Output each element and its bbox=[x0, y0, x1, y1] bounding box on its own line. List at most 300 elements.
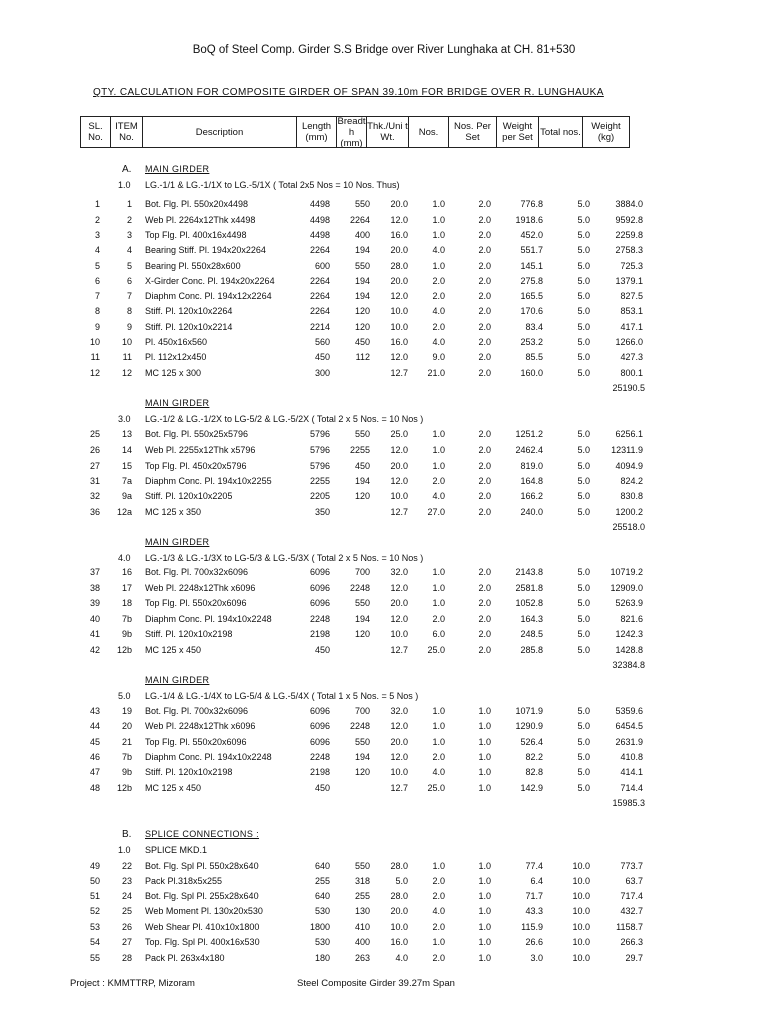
table-row bbox=[0, 245, 768, 260]
subsection-description: LG.-1/4 & LG.-1/4X to LG-5/4 & LG.-5/4X ( Total 1 x 5 Nos. = 5 Nos ) bbox=[145, 691, 419, 701]
description: Stiff. Pl. 120x10x2198 bbox=[145, 629, 233, 639]
nos-per-set: 2.0 bbox=[478, 261, 491, 271]
total-nos: 5.0 bbox=[577, 629, 590, 639]
subsection-description: LG.-1/3 & LG.-1/3X to LG-5/3 & LG.-5/3X ( Total 2 x 5 Nos. = 10 Nos ) bbox=[145, 553, 424, 563]
weight-per-set: 2462.4 bbox=[515, 445, 543, 455]
nos-per-set: 1.0 bbox=[478, 783, 491, 793]
weight-per-set: 526.4 bbox=[520, 737, 543, 747]
item-number: 22 bbox=[121, 861, 132, 871]
length: 450 bbox=[314, 645, 330, 655]
total-nos: 10.0 bbox=[572, 922, 590, 932]
total-nos: 10.0 bbox=[572, 861, 590, 871]
nos-per-set: 1.0 bbox=[478, 767, 491, 777]
item-number: 23 bbox=[121, 876, 132, 886]
sl-number: 36 bbox=[89, 507, 100, 517]
weight: 6454.5 bbox=[615, 721, 643, 731]
nos: 2.0 bbox=[432, 876, 445, 886]
weight: 1379.1 bbox=[615, 276, 643, 286]
description: Bot. Flg. Pl. 550x20x4498 bbox=[145, 199, 249, 209]
description: Bearing Stiff. Pl. 194x20x2264 bbox=[145, 245, 266, 255]
subsection-description: SPLICE MKD.1 bbox=[145, 845, 208, 855]
item-number: 12b bbox=[116, 783, 132, 793]
sl-number: 42 bbox=[89, 645, 100, 655]
weight: 725.3 bbox=[620, 261, 643, 271]
weight: 830.8 bbox=[620, 491, 643, 501]
section-title-row bbox=[0, 829, 768, 844]
thickness: 16.0 bbox=[390, 337, 408, 347]
breadth: 194 bbox=[354, 752, 370, 762]
description: Top Flg. Pl. 550x20x6096 bbox=[145, 598, 247, 608]
length: 2214 bbox=[309, 322, 330, 332]
subsection-description: LG.-1/1 & LG.-1/1X to LG.-5/1X ( Total 2x5 Nos = 10 Nos. Thus) bbox=[145, 180, 400, 190]
nos-per-set: 1.0 bbox=[478, 721, 491, 731]
nos-per-set: 2.0 bbox=[478, 199, 491, 209]
length: 2264 bbox=[309, 276, 330, 286]
sl-number: 3 bbox=[94, 230, 100, 240]
nos: 4.0 bbox=[432, 245, 445, 255]
total-nos: 5.0 bbox=[577, 476, 590, 486]
breadth: 194 bbox=[354, 276, 370, 286]
nos-per-set: 2.0 bbox=[478, 245, 491, 255]
weight: 414.1 bbox=[620, 767, 643, 777]
footer-project: Project : KMMTTRP, Mizoram bbox=[70, 978, 195, 989]
thickness: 10.0 bbox=[390, 767, 408, 777]
nos: 1.0 bbox=[432, 445, 445, 455]
length: 255 bbox=[314, 876, 330, 886]
thickness: 12.0 bbox=[390, 352, 408, 362]
sl-number: 39 bbox=[89, 598, 100, 608]
nos: 1.0 bbox=[432, 861, 445, 871]
item-number: 6 bbox=[126, 276, 132, 286]
total-nos: 10.0 bbox=[572, 891, 590, 901]
thickness: 12.7 bbox=[390, 645, 408, 655]
item-number: 7a bbox=[121, 476, 132, 486]
thickness: 28.0 bbox=[390, 261, 408, 271]
nos: 2.0 bbox=[432, 891, 445, 901]
nos: 1.0 bbox=[432, 261, 445, 271]
table-row bbox=[0, 645, 768, 660]
breadth: 263 bbox=[354, 953, 370, 963]
nos-per-set: 2.0 bbox=[478, 291, 491, 301]
thickness: 10.0 bbox=[390, 629, 408, 639]
thickness: 5.0 bbox=[395, 876, 408, 886]
total-nos: 5.0 bbox=[577, 352, 590, 362]
table-row bbox=[0, 352, 768, 367]
breadth: 450 bbox=[354, 461, 370, 471]
table-row bbox=[0, 476, 768, 491]
section-letter: B. bbox=[122, 829, 132, 840]
description: MC 125 x 300 bbox=[145, 368, 202, 378]
weight-per-set: 275.8 bbox=[520, 276, 543, 286]
table-row bbox=[0, 783, 768, 798]
weight-per-set: 142.9 bbox=[520, 783, 543, 793]
section-title: MAIN GIRDER bbox=[145, 675, 210, 685]
length: 2248 bbox=[309, 614, 330, 624]
weight: 821.6 bbox=[620, 614, 643, 624]
description: Bot. Flg. Spl Pl. 550x28x640 bbox=[145, 861, 259, 871]
thickness: 12.0 bbox=[390, 445, 408, 455]
weight: 773.7 bbox=[620, 861, 643, 871]
description: Top Flg. Pl. 450x20x5796 bbox=[145, 461, 247, 471]
nos: 6.0 bbox=[432, 629, 445, 639]
section-total: 25190.5 bbox=[612, 383, 645, 393]
subsection-number: 1.0 bbox=[118, 180, 131, 190]
total-nos: 5.0 bbox=[577, 276, 590, 286]
item-number: 7b bbox=[121, 614, 132, 624]
breadth: 550 bbox=[354, 737, 370, 747]
sl-number: 8 bbox=[94, 306, 100, 316]
item-number: 8 bbox=[126, 306, 132, 316]
nos-per-set: 2.0 bbox=[478, 276, 491, 286]
length: 2198 bbox=[309, 767, 330, 777]
thickness: 16.0 bbox=[390, 230, 408, 240]
nos-per-set: 1.0 bbox=[478, 922, 491, 932]
total-nos: 5.0 bbox=[577, 337, 590, 347]
thickness: 12.0 bbox=[390, 476, 408, 486]
subsection-row bbox=[0, 845, 768, 860]
nos: 1.0 bbox=[432, 721, 445, 731]
table-row bbox=[0, 937, 768, 952]
total-nos: 10.0 bbox=[572, 937, 590, 947]
nos: 9.0 bbox=[432, 352, 445, 362]
weight-per-set: 6.4 bbox=[530, 876, 543, 886]
section-total-row bbox=[0, 660, 768, 675]
weight: 12909.0 bbox=[610, 583, 643, 593]
section-title: MAIN GIRDER bbox=[145, 537, 210, 547]
section-title: MAIN GIRDER bbox=[145, 164, 210, 174]
total-nos: 5.0 bbox=[577, 783, 590, 793]
description: Diaphm Conc. Pl. 194x10x2248 bbox=[145, 752, 272, 762]
nos: 1.0 bbox=[432, 598, 445, 608]
item-number: 10 bbox=[121, 337, 132, 347]
total-nos: 5.0 bbox=[577, 215, 590, 225]
length: 2255 bbox=[309, 476, 330, 486]
length: 2205 bbox=[309, 491, 330, 501]
nos-per-set: 1.0 bbox=[478, 737, 491, 747]
sl-number: 26 bbox=[89, 445, 100, 455]
table-row bbox=[0, 461, 768, 476]
table-row bbox=[0, 598, 768, 613]
subsection-number: 4.0 bbox=[118, 553, 131, 563]
sl-number: 49 bbox=[89, 861, 100, 871]
total-nos: 5.0 bbox=[577, 507, 590, 517]
section-title-row bbox=[0, 537, 768, 552]
description: Top Flg. Pl. 550x20x6096 bbox=[145, 737, 247, 747]
weight-per-set: 83.4 bbox=[525, 322, 543, 332]
item-number: 15 bbox=[121, 461, 132, 471]
weight: 9592.8 bbox=[615, 215, 643, 225]
nos: 1.0 bbox=[432, 215, 445, 225]
description: Pl. 112x12x450 bbox=[145, 352, 207, 362]
weight-per-set: 1918.6 bbox=[515, 215, 543, 225]
sl-number: 40 bbox=[89, 614, 100, 624]
length: 530 bbox=[314, 906, 330, 916]
length: 1800 bbox=[309, 922, 330, 932]
table-row bbox=[0, 445, 768, 460]
header-length: Length (mm) bbox=[297, 117, 337, 147]
section-title-row bbox=[0, 398, 768, 413]
nos: 1.0 bbox=[432, 230, 445, 240]
table-row bbox=[0, 567, 768, 582]
sl-number: 25 bbox=[89, 429, 100, 439]
section-total-row bbox=[0, 383, 768, 398]
header-sl: SL. No. bbox=[81, 117, 111, 147]
table-header bbox=[80, 116, 630, 148]
weight-per-set: 43.3 bbox=[525, 906, 543, 916]
weight: 266.3 bbox=[620, 937, 643, 947]
nos: 1.0 bbox=[432, 937, 445, 947]
total-nos: 5.0 bbox=[577, 645, 590, 655]
item-number: 12a bbox=[116, 507, 132, 517]
subsection-number: 1.0 bbox=[118, 845, 131, 855]
nos: 1.0 bbox=[432, 583, 445, 593]
section-title-row bbox=[0, 675, 768, 690]
nos: 27.0 bbox=[427, 507, 445, 517]
breadth: 112 bbox=[355, 352, 370, 362]
weight-per-set: 1251.2 bbox=[515, 429, 543, 439]
weight: 1428.8 bbox=[615, 645, 643, 655]
breadth: 2264 bbox=[349, 215, 370, 225]
weight-per-set: 166.2 bbox=[520, 491, 543, 501]
total-nos: 5.0 bbox=[577, 461, 590, 471]
nos-per-set: 2.0 bbox=[478, 645, 491, 655]
section-total: 32384.8 bbox=[612, 660, 645, 670]
weight: 1200.2 bbox=[615, 507, 643, 517]
thickness: 28.0 bbox=[390, 891, 408, 901]
weight: 6256.1 bbox=[615, 429, 643, 439]
breadth: 2248 bbox=[349, 583, 370, 593]
nos: 2.0 bbox=[432, 752, 445, 762]
weight: 827.5 bbox=[620, 291, 643, 301]
thickness: 20.0 bbox=[390, 245, 408, 255]
nos: 4.0 bbox=[432, 306, 445, 316]
table-row bbox=[0, 215, 768, 230]
weight: 5263.9 bbox=[615, 598, 643, 608]
section-title: SPLICE CONNECTIONS : bbox=[145, 829, 260, 839]
nos: 1.0 bbox=[432, 429, 445, 439]
item-number: 21 bbox=[121, 737, 132, 747]
total-nos: 5.0 bbox=[577, 445, 590, 455]
section-total-row bbox=[0, 798, 768, 813]
item-number: 9 bbox=[126, 322, 132, 332]
item-number: 7 bbox=[126, 291, 132, 301]
length: 180 bbox=[314, 953, 330, 963]
table-row bbox=[0, 322, 768, 337]
description: Web Pl. 2264x12Thk x4498 bbox=[145, 215, 256, 225]
breadth: 550 bbox=[354, 261, 370, 271]
weight-per-set: 71.7 bbox=[525, 891, 543, 901]
table-row bbox=[0, 583, 768, 598]
description: Web Moment Pl. 130x20x530 bbox=[145, 906, 263, 916]
nos: 1.0 bbox=[432, 567, 445, 577]
table-row bbox=[0, 368, 768, 383]
description: Diaphm Conc. Pl. 194x10x2248 bbox=[145, 614, 272, 624]
total-nos: 10.0 bbox=[572, 953, 590, 963]
nos-per-set: 2.0 bbox=[478, 614, 491, 624]
weight-per-set: 253.2 bbox=[520, 337, 543, 347]
weight: 714.4 bbox=[620, 783, 643, 793]
length: 2248 bbox=[309, 752, 330, 762]
thickness: 12.0 bbox=[390, 614, 408, 624]
table-row bbox=[0, 306, 768, 321]
table-row bbox=[0, 891, 768, 906]
nos: 4.0 bbox=[432, 491, 445, 501]
thickness: 10.0 bbox=[390, 491, 408, 501]
item-number: 19 bbox=[121, 706, 132, 716]
nos: 2.0 bbox=[432, 291, 445, 301]
item-number: 1 bbox=[126, 199, 132, 209]
section-letter: A. bbox=[122, 164, 132, 175]
nos-per-set: 2.0 bbox=[478, 476, 491, 486]
weight: 2631.9 bbox=[615, 737, 643, 747]
subsection-number: 5.0 bbox=[118, 691, 131, 701]
thickness: 20.0 bbox=[390, 598, 408, 608]
description: Stiff. Pl. 120x10x2264 bbox=[145, 306, 233, 316]
length: 530 bbox=[314, 937, 330, 947]
nos-per-set: 2.0 bbox=[478, 215, 491, 225]
total-nos: 5.0 bbox=[577, 322, 590, 332]
total-nos: 5.0 bbox=[577, 306, 590, 316]
total-nos: 5.0 bbox=[577, 199, 590, 209]
item-number: 9b bbox=[121, 629, 132, 639]
total-nos: 5.0 bbox=[577, 583, 590, 593]
document-subtitle: QTY. CALCULATION FOR COMPOSITE GIRDER OF SPAN 39.10m FOR BRIDGE OVER R. LUNGHAUKA bbox=[93, 87, 604, 98]
description: Bot. Flg. Pl. 700x32x6096 bbox=[145, 706, 249, 716]
description: MC 125 x 350 bbox=[145, 507, 202, 517]
table-row bbox=[0, 291, 768, 306]
weight: 12311.9 bbox=[611, 445, 643, 455]
thickness: 10.0 bbox=[390, 922, 408, 932]
thickness: 16.0 bbox=[390, 937, 408, 947]
table-row bbox=[0, 276, 768, 291]
length: 4498 bbox=[309, 215, 330, 225]
item-number: 3 bbox=[126, 230, 132, 240]
weight-per-set: 1052.8 bbox=[515, 598, 543, 608]
total-nos: 5.0 bbox=[577, 429, 590, 439]
length: 4498 bbox=[309, 199, 330, 209]
subsection-row bbox=[0, 553, 768, 568]
total-nos: 10.0 bbox=[572, 876, 590, 886]
thickness: 10.0 bbox=[390, 322, 408, 332]
weight: 10719.2 bbox=[610, 567, 643, 577]
total-nos: 5.0 bbox=[577, 245, 590, 255]
thickness: 12.7 bbox=[390, 507, 408, 517]
breadth: 550 bbox=[354, 598, 370, 608]
description: Web Pl. 2248x12Thk x6096 bbox=[145, 721, 256, 731]
table-row bbox=[0, 491, 768, 506]
nos-per-set: 1.0 bbox=[478, 706, 491, 716]
header-thk: Thk./Uni t Wt. bbox=[367, 117, 409, 147]
weight-per-set: 285.8 bbox=[520, 645, 543, 655]
weight-per-set: 170.6 bbox=[520, 306, 543, 316]
total-nos: 5.0 bbox=[577, 261, 590, 271]
table-row bbox=[0, 767, 768, 782]
nos-per-set: 2.0 bbox=[478, 598, 491, 608]
thickness: 20.0 bbox=[390, 461, 408, 471]
thickness: 12.0 bbox=[390, 291, 408, 301]
sl-number: 32 bbox=[89, 491, 100, 501]
nos-per-set: 1.0 bbox=[478, 937, 491, 947]
header-total-nos: Total nos. bbox=[539, 117, 583, 147]
description: MC 125 x 450 bbox=[145, 783, 202, 793]
nos: 25.0 bbox=[427, 783, 445, 793]
nos-per-set: 1.0 bbox=[478, 861, 491, 871]
description: Stiff. Pl. 120x10x2214 bbox=[145, 322, 233, 332]
breadth: 400 bbox=[354, 937, 370, 947]
nos: 25.0 bbox=[427, 645, 445, 655]
nos: 2.0 bbox=[432, 953, 445, 963]
weight: 1158.7 bbox=[616, 922, 643, 932]
item-number: 24 bbox=[121, 891, 132, 901]
item-number: 4 bbox=[126, 245, 132, 255]
thickness: 20.0 bbox=[390, 737, 408, 747]
item-number: 16 bbox=[121, 567, 132, 577]
table-row bbox=[0, 906, 768, 921]
sl-number: 9 bbox=[94, 322, 100, 332]
section-title: MAIN GIRDER bbox=[145, 398, 210, 408]
table-row bbox=[0, 337, 768, 352]
weight: 29.7 bbox=[625, 953, 643, 963]
length: 640 bbox=[314, 891, 330, 901]
description: Web Shear Pl. 410x10x1800 bbox=[145, 922, 260, 932]
weight: 1266.0 bbox=[615, 337, 643, 347]
sl-number: 11 bbox=[90, 352, 100, 362]
weight-per-set: 145.1 bbox=[520, 261, 543, 271]
total-nos: 5.0 bbox=[577, 721, 590, 731]
sl-number: 52 bbox=[89, 906, 100, 916]
header-weight: Weight (kg) bbox=[591, 121, 621, 143]
weight: 2259.8 bbox=[615, 230, 643, 240]
nos: 1.0 bbox=[432, 461, 445, 471]
length: 6096 bbox=[309, 737, 330, 747]
thickness: 20.0 bbox=[390, 906, 408, 916]
header-item: ITEM No. bbox=[111, 117, 143, 147]
table-row bbox=[0, 706, 768, 721]
sl-number: 44 bbox=[89, 721, 100, 731]
weight: 853.1 bbox=[620, 306, 643, 316]
item-number: 2 bbox=[126, 215, 132, 225]
item-number: 5 bbox=[126, 261, 132, 271]
nos: 21.0 bbox=[427, 368, 445, 378]
length: 350 bbox=[314, 507, 330, 517]
thickness: 32.0 bbox=[390, 706, 408, 716]
weight-per-set: 164.8 bbox=[520, 476, 543, 486]
sl-number: 4 bbox=[94, 245, 100, 255]
breadth: 700 bbox=[354, 567, 370, 577]
breadth: 120 bbox=[354, 491, 370, 501]
description: Top Flg. Pl. 400x16x4498 bbox=[145, 230, 247, 240]
weight: 5359.6 bbox=[615, 706, 643, 716]
nos-per-set: 1.0 bbox=[478, 876, 491, 886]
breadth: 194 bbox=[354, 245, 370, 255]
nos: 2.0 bbox=[432, 922, 445, 932]
table-row bbox=[0, 614, 768, 629]
length: 450 bbox=[314, 352, 330, 362]
total-nos: 10.0 bbox=[572, 906, 590, 916]
length: 6096 bbox=[309, 706, 330, 716]
item-number: 27 bbox=[121, 937, 132, 947]
section-total: 25518.0 bbox=[612, 522, 645, 532]
nos-per-set: 2.0 bbox=[478, 567, 491, 577]
table-row bbox=[0, 737, 768, 752]
total-nos: 5.0 bbox=[577, 230, 590, 240]
nos: 2.0 bbox=[432, 476, 445, 486]
description: Diaphm Conc. Pl. 194x10x2255 bbox=[145, 476, 272, 486]
breadth: 700 bbox=[354, 706, 370, 716]
item-number: 9a bbox=[121, 491, 132, 501]
thickness: 32.0 bbox=[390, 567, 408, 577]
nos-per-set: 2.0 bbox=[478, 429, 491, 439]
